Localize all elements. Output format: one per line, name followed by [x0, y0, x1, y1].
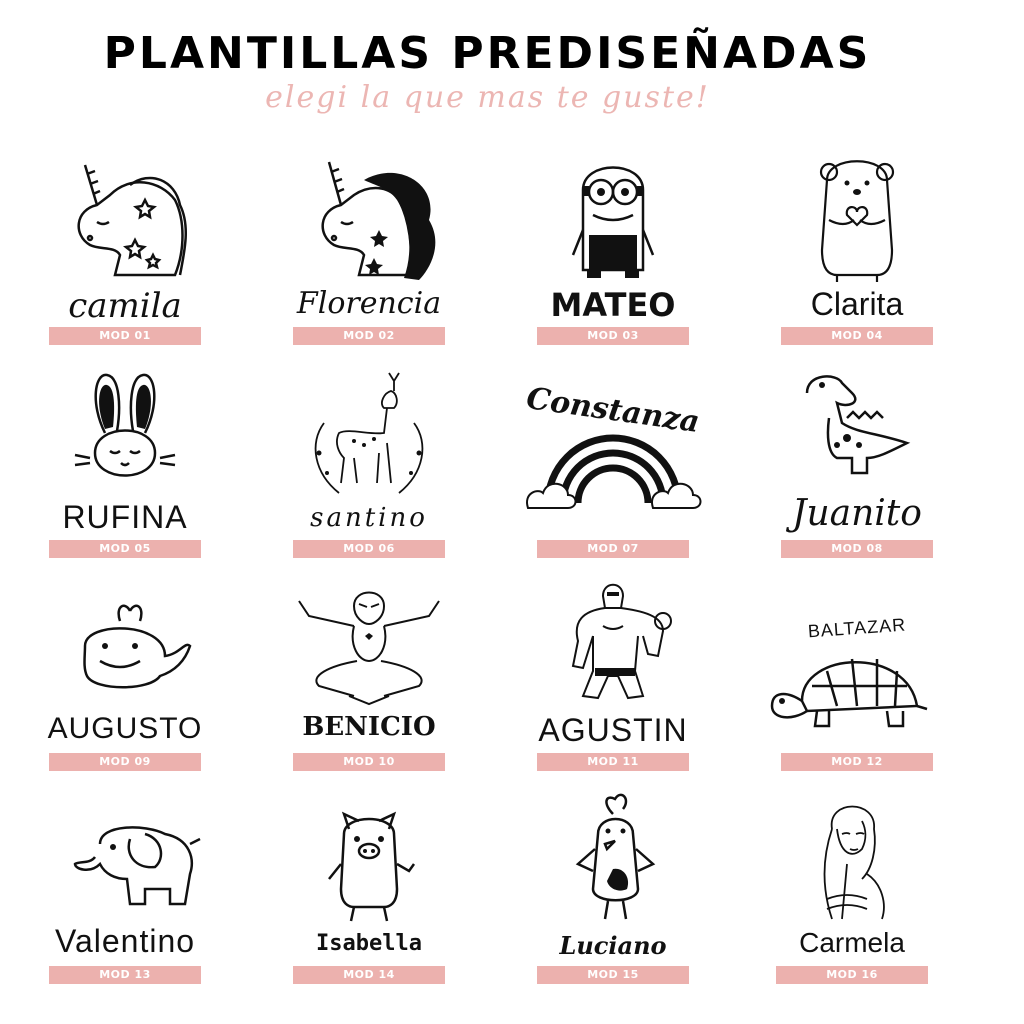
- bunny-icon: [35, 363, 215, 503]
- template-name: Juanito: [792, 493, 922, 534]
- template-mod-badge: MOD 10: [293, 753, 445, 771]
- template-mod-badge: MOD 02: [293, 327, 445, 345]
- deer-wreath-icon: [279, 363, 459, 503]
- unicorn-black-mane-icon: [279, 150, 459, 290]
- hulk-icon: [523, 576, 703, 716]
- template-card[interactable]: [757, 150, 957, 365]
- template-name: Clarita: [810, 286, 904, 322]
- template-mod-badge: MOD 07: [537, 540, 689, 558]
- template-name: Isabella: [316, 931, 422, 956]
- template-card[interactable]: [269, 363, 469, 578]
- template-name: AUGUSTO: [47, 712, 203, 745]
- template-mod-badge: MOD 16: [776, 966, 928, 984]
- template-name: BENICIO: [302, 712, 436, 742]
- template-name: AGUSTIN: [538, 712, 688, 748]
- template-name: MATEO: [550, 286, 676, 324]
- template-name: Luciano: [559, 931, 667, 960]
- template-card[interactable]: [25, 150, 225, 365]
- template-mod-badge: MOD 04: [781, 327, 933, 345]
- template-mod-badge: MOD 03: [537, 327, 689, 345]
- minion-icon: [523, 150, 703, 290]
- elsa-icon: [762, 789, 942, 929]
- template-mod-badge: MOD 08: [781, 540, 933, 558]
- elephant-icon: [35, 789, 215, 929]
- template-card[interactable]: [513, 789, 713, 1004]
- template-name: Florencia: [296, 286, 442, 321]
- dinosaur-icon: [767, 363, 947, 503]
- template-mod-badge: MOD 11: [537, 753, 689, 771]
- template-mod-badge: MOD 13: [49, 966, 201, 984]
- whale-icon: [35, 576, 215, 716]
- template-card[interactable]: [25, 789, 225, 1004]
- template-mod-badge: MOD 09: [49, 753, 201, 771]
- bird-icon: [523, 789, 703, 929]
- template-name: Carmela: [799, 927, 905, 958]
- template-mod-badge: MOD 14: [293, 966, 445, 984]
- page-title: PLANTILLAS PREDISEÑADAS: [103, 28, 872, 79]
- template-name: camila: [68, 286, 182, 326]
- template-mod-badge: MOD 15: [537, 966, 689, 984]
- template-mod-badge: MOD 01: [49, 327, 201, 345]
- template-name: santino: [310, 503, 428, 533]
- turtle-icon: [767, 631, 947, 741]
- template-card[interactable]: [269, 789, 469, 1004]
- bear-heart-icon: [767, 150, 947, 290]
- template-card[interactable]: [752, 789, 952, 1004]
- template-card[interactable]: [513, 576, 713, 791]
- template-card[interactable]: [757, 363, 957, 578]
- template-card[interactable]: [757, 576, 957, 791]
- page-subtitle: elegi la que mas te guste!: [265, 80, 710, 115]
- template-mod-badge: MOD 12: [781, 753, 933, 771]
- template-card[interactable]: [269, 150, 469, 365]
- spiderman-icon: [279, 576, 459, 716]
- pig-icon: [279, 789, 459, 929]
- template-name: Valentino: [54, 923, 196, 959]
- template-mod-badge: MOD 05: [49, 540, 201, 558]
- template-card[interactable]: [513, 150, 713, 365]
- template-card[interactable]: [25, 576, 225, 791]
- template-name: BALTAZAR: [807, 614, 907, 642]
- unicorn-icon: [35, 150, 215, 290]
- template-card[interactable]: [269, 576, 469, 791]
- template-card[interactable]: [513, 363, 713, 578]
- template-name: RUFINA: [62, 499, 188, 535]
- template-card[interactable]: [25, 363, 225, 578]
- template-name: Constanza: [524, 381, 702, 440]
- rainbow-clouds-icon: [523, 413, 703, 513]
- template-mod-badge: MOD 06: [293, 540, 445, 558]
